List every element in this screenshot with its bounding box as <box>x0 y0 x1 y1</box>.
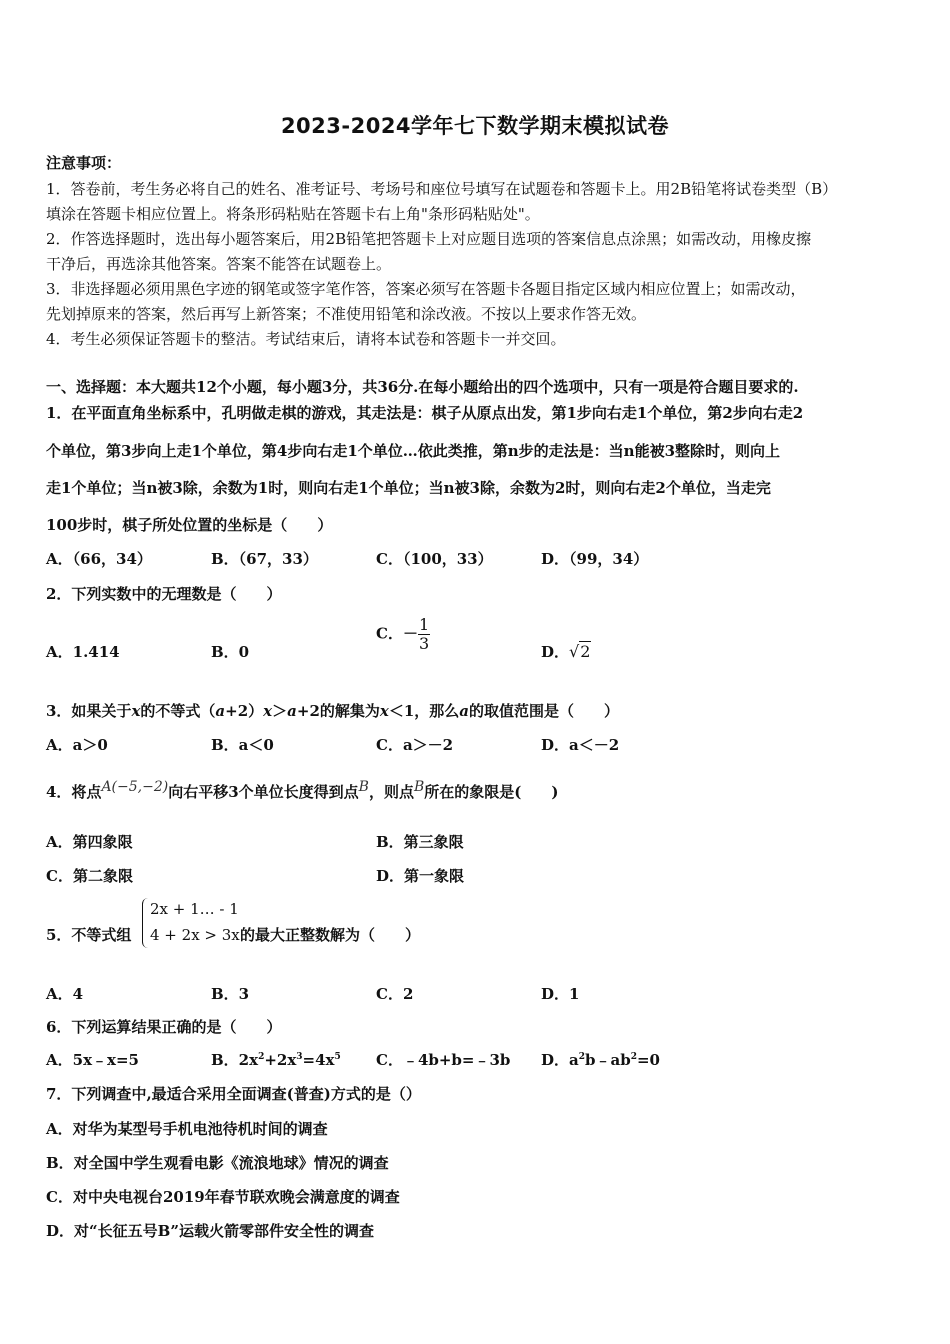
point-a-image: A(−5,−2) <box>101 779 169 795</box>
q6-option-d <box>541 1049 660 1070</box>
text: D．a <box>541 1051 579 1069</box>
fraction-denominator: 3 <box>418 634 430 653</box>
q4-option-b: B．第三象限 <box>376 833 464 851</box>
text: 3．如果关于 <box>46 702 132 720</box>
text: 4．将点 <box>46 783 102 801</box>
inequality-row: 4 + 2x > 3x <box>150 926 240 944</box>
variable: x <box>263 702 273 720</box>
q1-option-c: C．（100，33） <box>376 550 493 568</box>
exponent: 2 <box>578 1052 585 1062</box>
q3-option-d: D．a＜－2 <box>541 736 620 754</box>
variable: x <box>379 702 389 720</box>
q7-option-c: C．对中央电视台2019年春节联欢晚会满意度的调查 <box>46 1188 400 1206</box>
brace <box>142 898 149 948</box>
question-1-line: 走1个单位；当n被3除，余数为1时，则向右走1个单位；当n被3除，余数为2时，则向右走2个单位，当走完 <box>46 479 771 497</box>
text: ＞ <box>272 702 288 720</box>
q4-option-d: D．第一象限 <box>376 867 465 885</box>
notice-line: 2．作答选择题时，选出每小题答案后，用2B铅笔把答题卡上对应题目选项的答案信息点涂黑；如需改动，用橡皮擦 <box>46 230 812 248</box>
text: 所在的象限是( ) <box>424 783 559 801</box>
q5-option-d: D．1 <box>541 985 580 1003</box>
text: B．2x <box>211 1051 259 1069</box>
notice-heading: 注意事项： <box>46 154 122 172</box>
question-1-line: 1．在平面直角坐标系中，孔明做走棋的游戏，其走法是：棋子从原点出发，第1步向右走1个单位，第2步向右走2 <box>46 404 804 422</box>
question-2-stem: 2．下列实数中的无理数是（ ） <box>46 585 282 603</box>
q2-option-b: B．0 <box>211 643 250 661</box>
inequality-row: 2x + 1… - 1 <box>150 900 239 918</box>
q2-option-d <box>541 641 591 662</box>
notice-line: 1．答卷前，考生务必将自己的姓名、准考证号、考场号和座位号填写在试题卷和答题卡上。用2B铅笔将试卷类型（B） <box>46 180 838 198</box>
q7-option-d: D．对“长征五号B”运载火箭零部件安全性的调查 <box>46 1222 374 1240</box>
variable: a <box>459 702 470 720</box>
square-root: √2 <box>569 642 591 661</box>
question-7-stem: 7．下列调查中,最适合采用全面调查(普查)方式的是（） <box>46 1085 421 1103</box>
q5-option-a: A．4 <box>46 985 84 1003</box>
text: +2的解集为 <box>296 702 380 720</box>
text: =4x <box>302 1051 335 1069</box>
text: +2x <box>264 1051 297 1069</box>
question-4-stem <box>46 781 558 802</box>
section-heading: 一、选择题：本大题共12个小题，每小题3分，共36分.在每小题给出的四个选项中，只有一项是符合题目要求的. <box>46 378 799 396</box>
exponent: 2 <box>630 1052 637 1062</box>
notice-line: 干净后，再选涂其他答案。答案不能答在试题卷上。 <box>46 255 392 273</box>
q3-option-c: C．a＞－2 <box>376 736 454 754</box>
q6-option-b <box>211 1049 341 1070</box>
text: ，则点 <box>368 783 414 801</box>
fraction-numerator: 1 <box>418 615 430 634</box>
notice-line: 填涂在答题卡相应位置上。将条形码粘贴在答题卡右上角"条形码粘贴处"。 <box>46 205 540 223</box>
point-b-image: B <box>413 779 425 795</box>
q4-option-c: C．第二象限 <box>46 867 133 885</box>
point-b-image: B <box>358 779 369 795</box>
q3-option-a: A．a＞0 <box>46 736 108 754</box>
notice-line: 4．考生必须保证答题卡的整洁。考试结束后，请将本试卷和答题卡一并交回。 <box>46 330 566 348</box>
text: ＜1，那么 <box>388 702 460 720</box>
q2-option-a: A．1.414 <box>46 643 120 661</box>
q2-option-d-prefix: D． <box>541 643 570 661</box>
text: 向右平移3个单位长度得到点 <box>168 783 359 801</box>
question-5-suffix: 的最大正整数解为（ ） <box>240 926 421 944</box>
question-1-line: 100步时，棋子所处位置的坐标是（ ） <box>46 516 333 534</box>
variable: a <box>215 702 226 720</box>
q3-option-b: B．a＜0 <box>211 736 274 754</box>
variable: a <box>287 702 297 720</box>
q1-option-b: B．（67，33） <box>211 550 318 568</box>
q7-option-a: A．对华为某型号手机电池待机时间的调查 <box>46 1120 328 1138</box>
q5-option-c: C．2 <box>376 985 414 1003</box>
page-title: 2023-2024学年七下数学期末模拟试卷 <box>280 114 670 138</box>
question-5-prefix: 5．不等式组 <box>46 926 132 944</box>
q1-option-d: D．（99，34） <box>541 550 649 568</box>
fraction <box>418 616 430 653</box>
q6-option-a: A．5x﹣x=5 <box>46 1051 139 1069</box>
question-1-line: 个单位，第3步向上走1个单位，第4步向右走1个单位…依此类推，第n步的走法是：当n能被3整除时，则向上 <box>46 442 781 460</box>
q5-option-b: B．3 <box>211 985 250 1003</box>
q6-option-c: C．﹣4b+b=﹣3b <box>376 1051 511 1069</box>
inequality-system <box>142 898 238 950</box>
text: =0 <box>636 1051 660 1069</box>
text: +2） <box>225 702 264 720</box>
question-3-stem <box>46 700 619 721</box>
q4-option-a: A．第四象限 <box>46 833 133 851</box>
exponent: 3 <box>296 1052 303 1062</box>
text: 的取值范围是（ ） <box>469 702 620 720</box>
text: b﹣ab <box>585 1051 631 1069</box>
notice-line: 先划掉原来的答案，然后再写上新答案；不准使用铅笔和涂改液。不按以上要求作答无效。 <box>46 305 647 323</box>
radicand: 2 <box>580 642 591 661</box>
variable: x <box>131 702 141 720</box>
q2-option-c-prefix: C．－ <box>376 624 418 643</box>
exponent: 2 <box>258 1052 265 1062</box>
exponent: 5 <box>334 1052 341 1062</box>
q1-option-a: A．（66，34） <box>46 550 152 568</box>
q2-option-c <box>376 616 430 653</box>
text: 的不等式（ <box>140 702 216 720</box>
q7-option-b: B．对全国中学生观看电影《流浪地球》情况的调查 <box>46 1154 389 1172</box>
notice-line: 3．非选择题必须用黑色字迹的钢笔或签字笔作答，答案必须写在答题卡各题目指定区域内相应位置上；如需改动， <box>46 280 806 298</box>
question-6-stem: 6．下列运算结果正确的是（ ） <box>46 1018 282 1036</box>
